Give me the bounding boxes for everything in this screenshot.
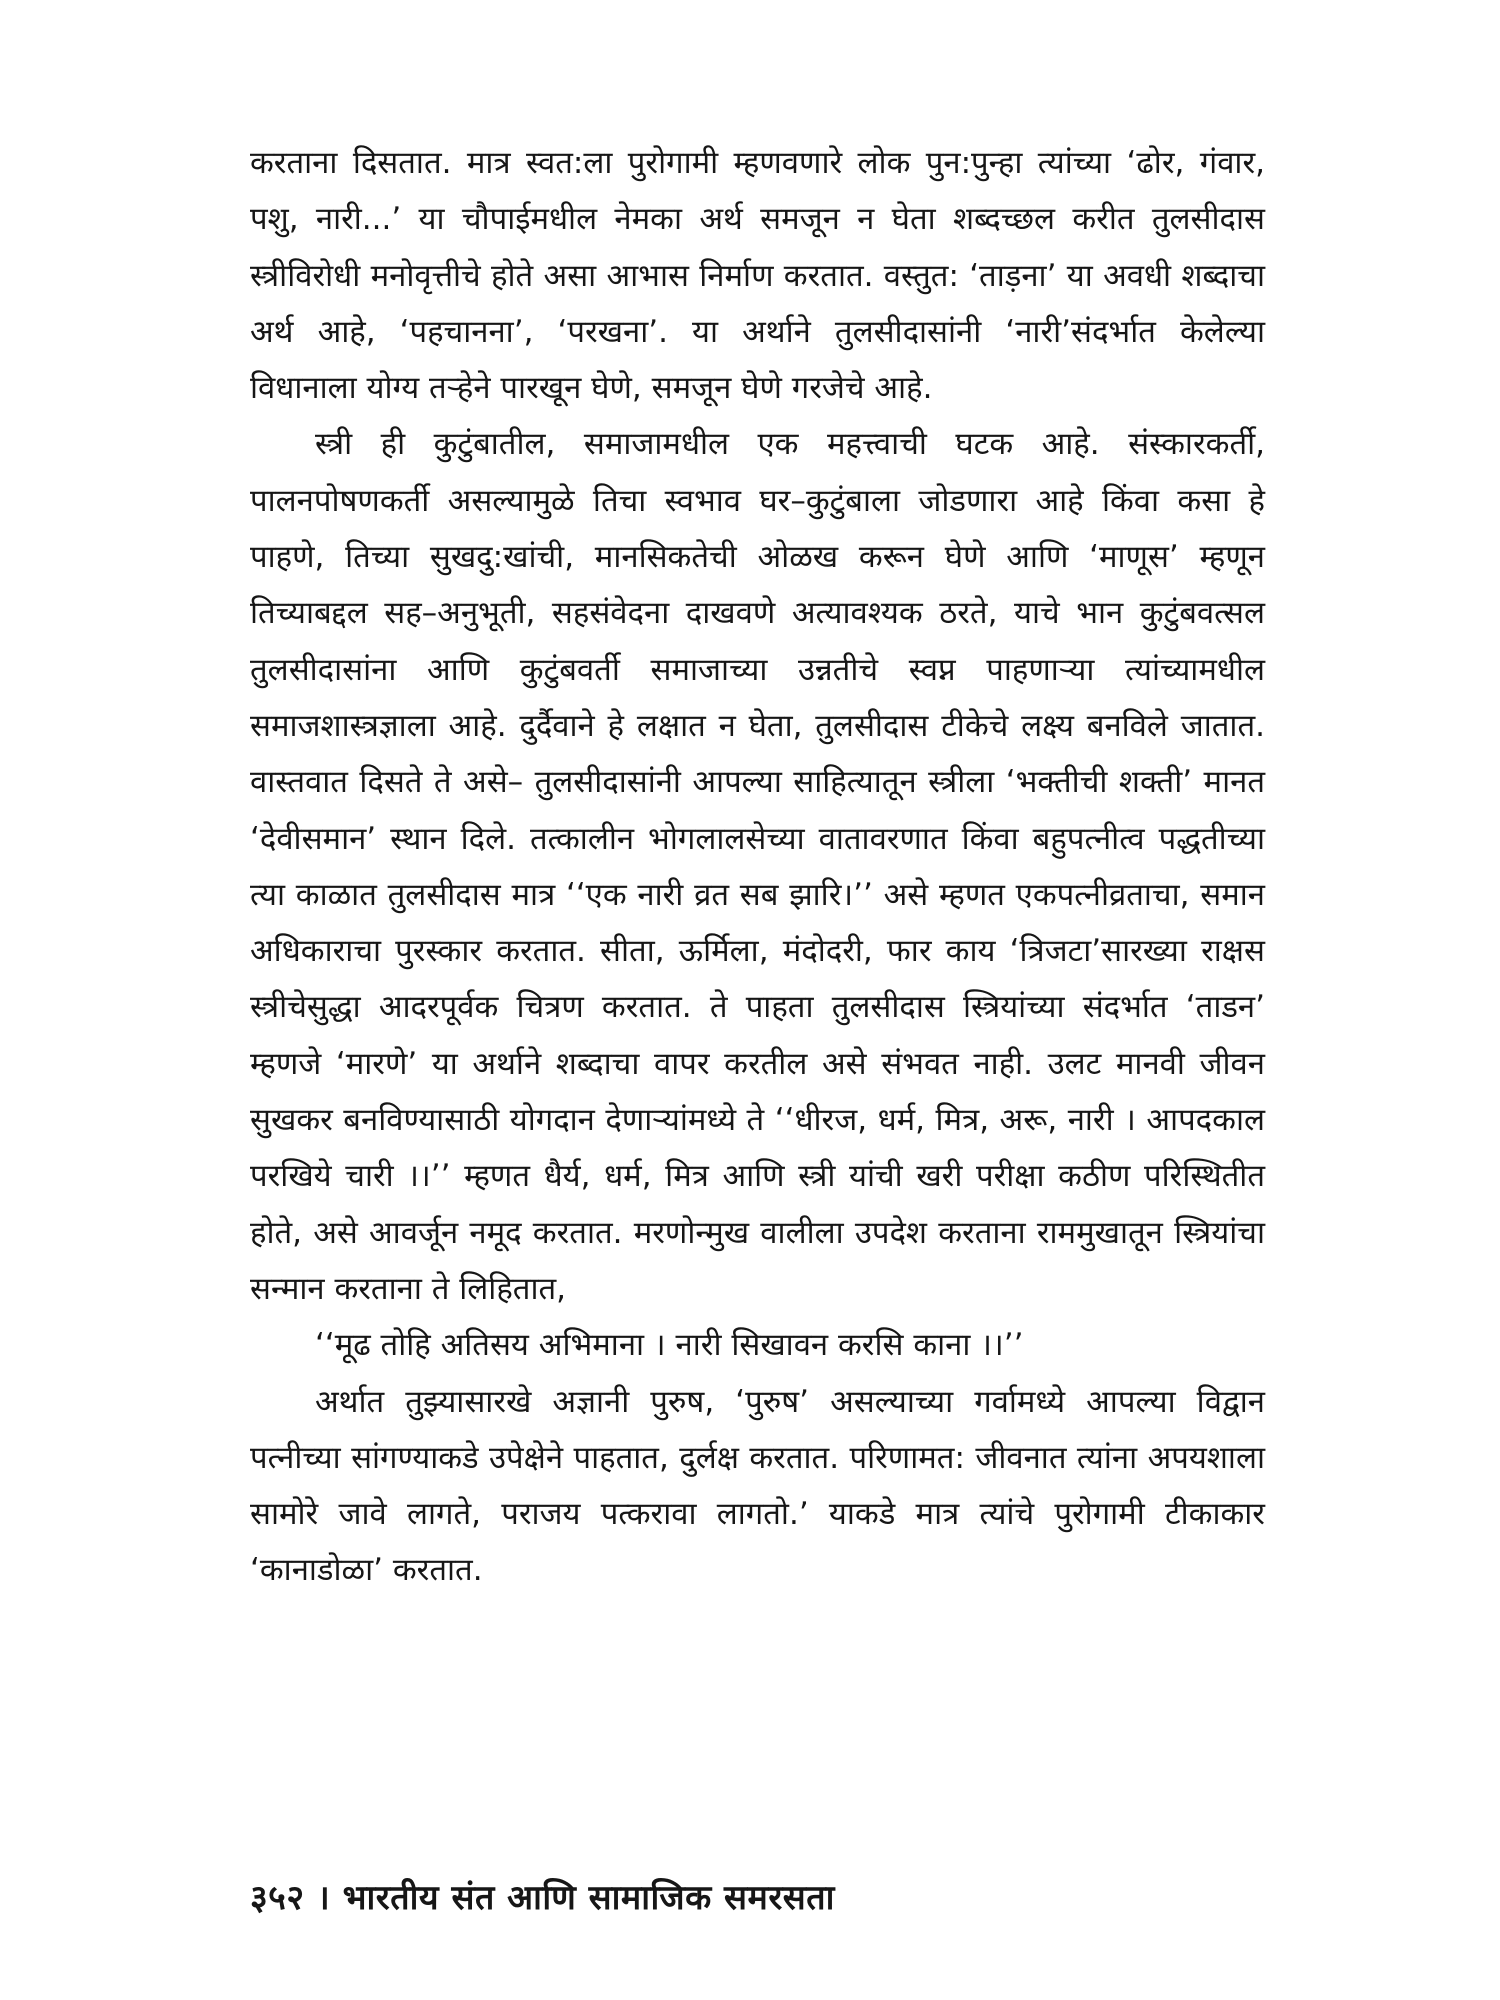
paragraph-arthat: अर्थात तुझ्यासारखे अज्ञानी पुरुष, ‘पुरुष’ असल्याच्या गर्वामध्ये आपल्या विद्वान पत्नीच्या सांगण्याकडे उपेक्षेने पाहतात, दुर्लक्ष करतात. परिणामत: जीवनात त्यांना अपयशाला सामोरे जावे लागते, पराजय पत्करावा लागतो.’ याकडे मात्र त्यांचे पुरोगामी टीकाकार ‘कानाडोळा’ करतात.	[250, 1383, 1265, 1589]
page-body	[250, 135, 1265, 1599]
verse-quote: ‘‘मूढ तोहि अतिसय अभिमाना । नारी सिखावन करसि काना ।।’’	[315, 1327, 1024, 1364]
paragraph-stri-kutumb: स्त्री ही कुटुंबातील, समाजामधील एक महत्त्वाची घटक आहे. संस्कारकर्ती, पालनपोषणकर्ती असल्यामुळे तिचा स्वभाव घर–कुटुंबाला जोडणारा आहे किंवा कसा हे पाहणे, तिच्या सुखदु:खांची, मानसिकतेची ओळख करून घेणे आणि ‘माणूस’ म्हणून तिच्याबद्दल सह–अनुभूती, सहसंवेदना दाखवणे अत्यावश्यक ठरते, याचे भान कुटुंबवत्सल तुलसीदासांना आणि कुटुंबवर्ती समाजाच्या उन्नतीचे स्वप्न पाहणाऱ्या त्यांच्यामधील समाजशास्त्रज्ञाला आहे. दुर्दैवाने हे लक्षात न घेता, तुलसीदास टीकेचे लक्ष्य बनविले जातात. वास्तवात दिसते ते असे– तुलसीदासांनी आपल्या साहित्यातून स्त्रीला ‘भक्तीची शक्ती’ मानत ‘देवीसमान’ स्थान दिले. तत्कालीन भोगलालसेच्या वातावरणात किंवा बहुपत्नीत्व पद्धतीच्या त्या काळात तुलसीदास मात्र ‘‘एक नारी व्रत सब झारि।’’ असे म्हणत एकपत्नीव्रताचा, समान अधिकाराचा पुरस्कार करतात. सीता, ऊर्मिला, मंदोदरी, फार काय ‘त्रिजटा’सारख्या राक्षस स्त्रीचेसुद्धा आदरपूर्वक चित्रण करतात. ते पाहता तुलसीदास स्त्रियांच्या संदर्भात ‘ताडन’ म्हणजे ‘मारणे’ या अर्थाने शब्दाचा वापर करतील असे संभवत नाही. उलट मानवी जीवन सुखकर बनविण्यासाठी योगदान देणाऱ्यांमध्ये ते ‘‘धीरज, धर्म, मित्र, अरू, नारी । आपदकाल परखिये चारी ।।’’ म्हणत धैर्य, धर्म, मित्र आणि स्त्री यांची खरी परीक्षा कठीण परिस्थितीत होते, असे आवर्जून नमूद करतात. मरणोन्मुख वालीला उपदेश करताना राममुखातून स्त्रियांचा सन्मान करताना ते लिहितात,	[250, 426, 1265, 1307]
paragraph-continuation: करताना दिसतात. मात्र स्वत:ला पुरोगामी म्हणवणारे लोक पुन:पुन्हा त्यांच्या ‘ढोर, गंवार, पशु, नारी...’ या चौपाईमधील नेमका अर्थ समजून न घेता शब्दच्छल करीत तुलसीदास स्त्रीविरोधी मनोवृत्तीचे होते असा आभास निर्माण करतात. वस्तुत: ‘ताड़ना’ या अवधी शब्दाचा अर्थ आहे, ‘पहचानना’, ‘परखना’. या अर्थाने तुलसीदासांनी ‘नारी’संदर्भात केलेल्या विधानाला योग्य तऱ्हेने पारखून घेणे, समजून घेणे गरजेचे आहे.	[250, 145, 1265, 407]
page-footer: ३५२ । भारतीय संत आणि सामाजिक समरसता	[250, 1878, 835, 1918]
